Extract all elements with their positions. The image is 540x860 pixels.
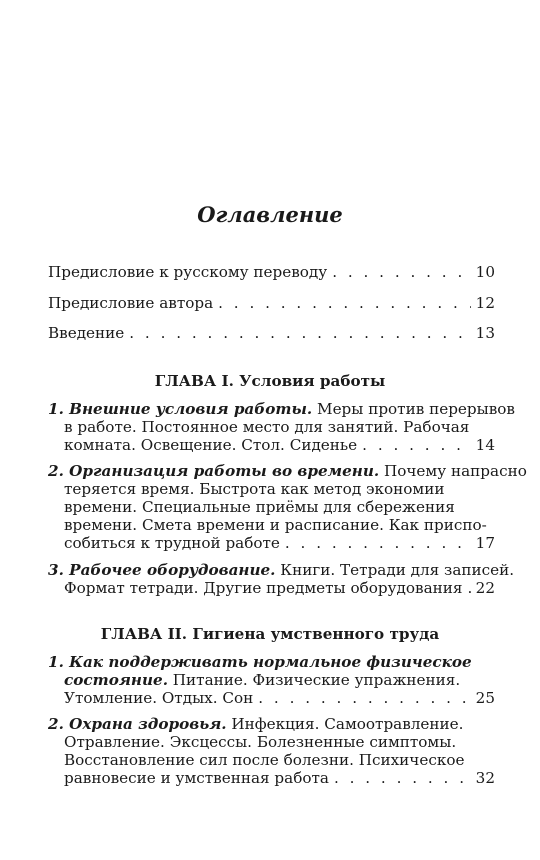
section-line-last <box>64 768 495 789</box>
section-title: 1. Как поддерживать нормальное физическое <box>48 653 472 671</box>
dot-leader <box>468 578 471 599</box>
entry-label: Предисловие к русскому переводу <box>48 263 328 281</box>
dot-leader <box>362 435 471 456</box>
section-line: времени. Специальные приёмы для сбережения <box>64 498 455 516</box>
section-text: Формат тетради. Другие предметы оборудования <box>64 579 463 597</box>
section-line-last <box>64 688 495 709</box>
dot-leader <box>334 768 471 789</box>
section-text: собиться к трудной работе <box>64 534 280 552</box>
section-line: Восстановление сил после болезни. Психическое <box>64 751 465 769</box>
dot-leader <box>218 293 471 314</box>
section-text: Утомление. Отдых. Сон <box>64 689 254 707</box>
section-text: Меры против перерывов <box>312 400 515 418</box>
section-line-last <box>64 435 495 456</box>
section-text: комната. Освещение. Стол. Сиденье <box>64 436 358 454</box>
dot-leader <box>258 688 470 709</box>
toc-title: Оглавление <box>197 202 343 227</box>
page-number: 13 <box>475 324 495 342</box>
toc-entry-introduction <box>48 323 495 344</box>
section-title: 2. Охрана здоровья. <box>48 715 227 733</box>
chapter-heading: ГЛАВА I. Условия работы <box>154 372 386 390</box>
section-title: 3. Рабочее оборудование. <box>48 561 276 579</box>
page-number: 22 <box>475 579 495 597</box>
section-line: Отравление. Эксцессы. Болезненные симптомы. <box>64 733 457 751</box>
section-line-last <box>64 578 495 599</box>
dot-leader <box>332 262 470 283</box>
section-text: Почему напрасно <box>379 462 527 480</box>
section-line: теряется время. Быстрота как метод экономии <box>64 480 445 498</box>
entry-label: Предисловие автора <box>48 294 214 312</box>
page-number: 25 <box>475 689 495 707</box>
page-number: 17 <box>475 534 495 552</box>
section-text: равновесие и умственная работа <box>64 769 329 787</box>
section-title: состояние. <box>64 671 168 689</box>
dot-leader <box>285 533 471 554</box>
page-number: 32 <box>475 769 495 787</box>
dot-leader <box>129 323 470 344</box>
toc-entry-preface-translation <box>48 262 495 283</box>
section-title: 1. Внешние условия работы. <box>48 400 313 418</box>
section-text: Книги. Тетради для записей. <box>275 561 515 579</box>
chapter-heading: ГЛАВА II. Гигиена умственного труда <box>100 625 440 643</box>
page-number: 10 <box>475 263 495 281</box>
entry-label: Введение <box>48 324 125 342</box>
section-text: Питание. Физические упражнения. <box>167 671 461 689</box>
section-line-last <box>64 533 495 554</box>
page-number: 14 <box>475 436 495 454</box>
section-line: времени. Смета времени и расписание. Как приспо- <box>64 516 487 534</box>
section-line: в работе. Постоянное место для занятий. Рабочая <box>64 418 470 436</box>
page-number: 12 <box>475 294 495 312</box>
section-text: Инфекция. Самоотравление. <box>226 715 464 733</box>
section-title: 2. Организация работы во времени. <box>48 462 380 480</box>
toc-entry-preface-author <box>48 293 495 314</box>
